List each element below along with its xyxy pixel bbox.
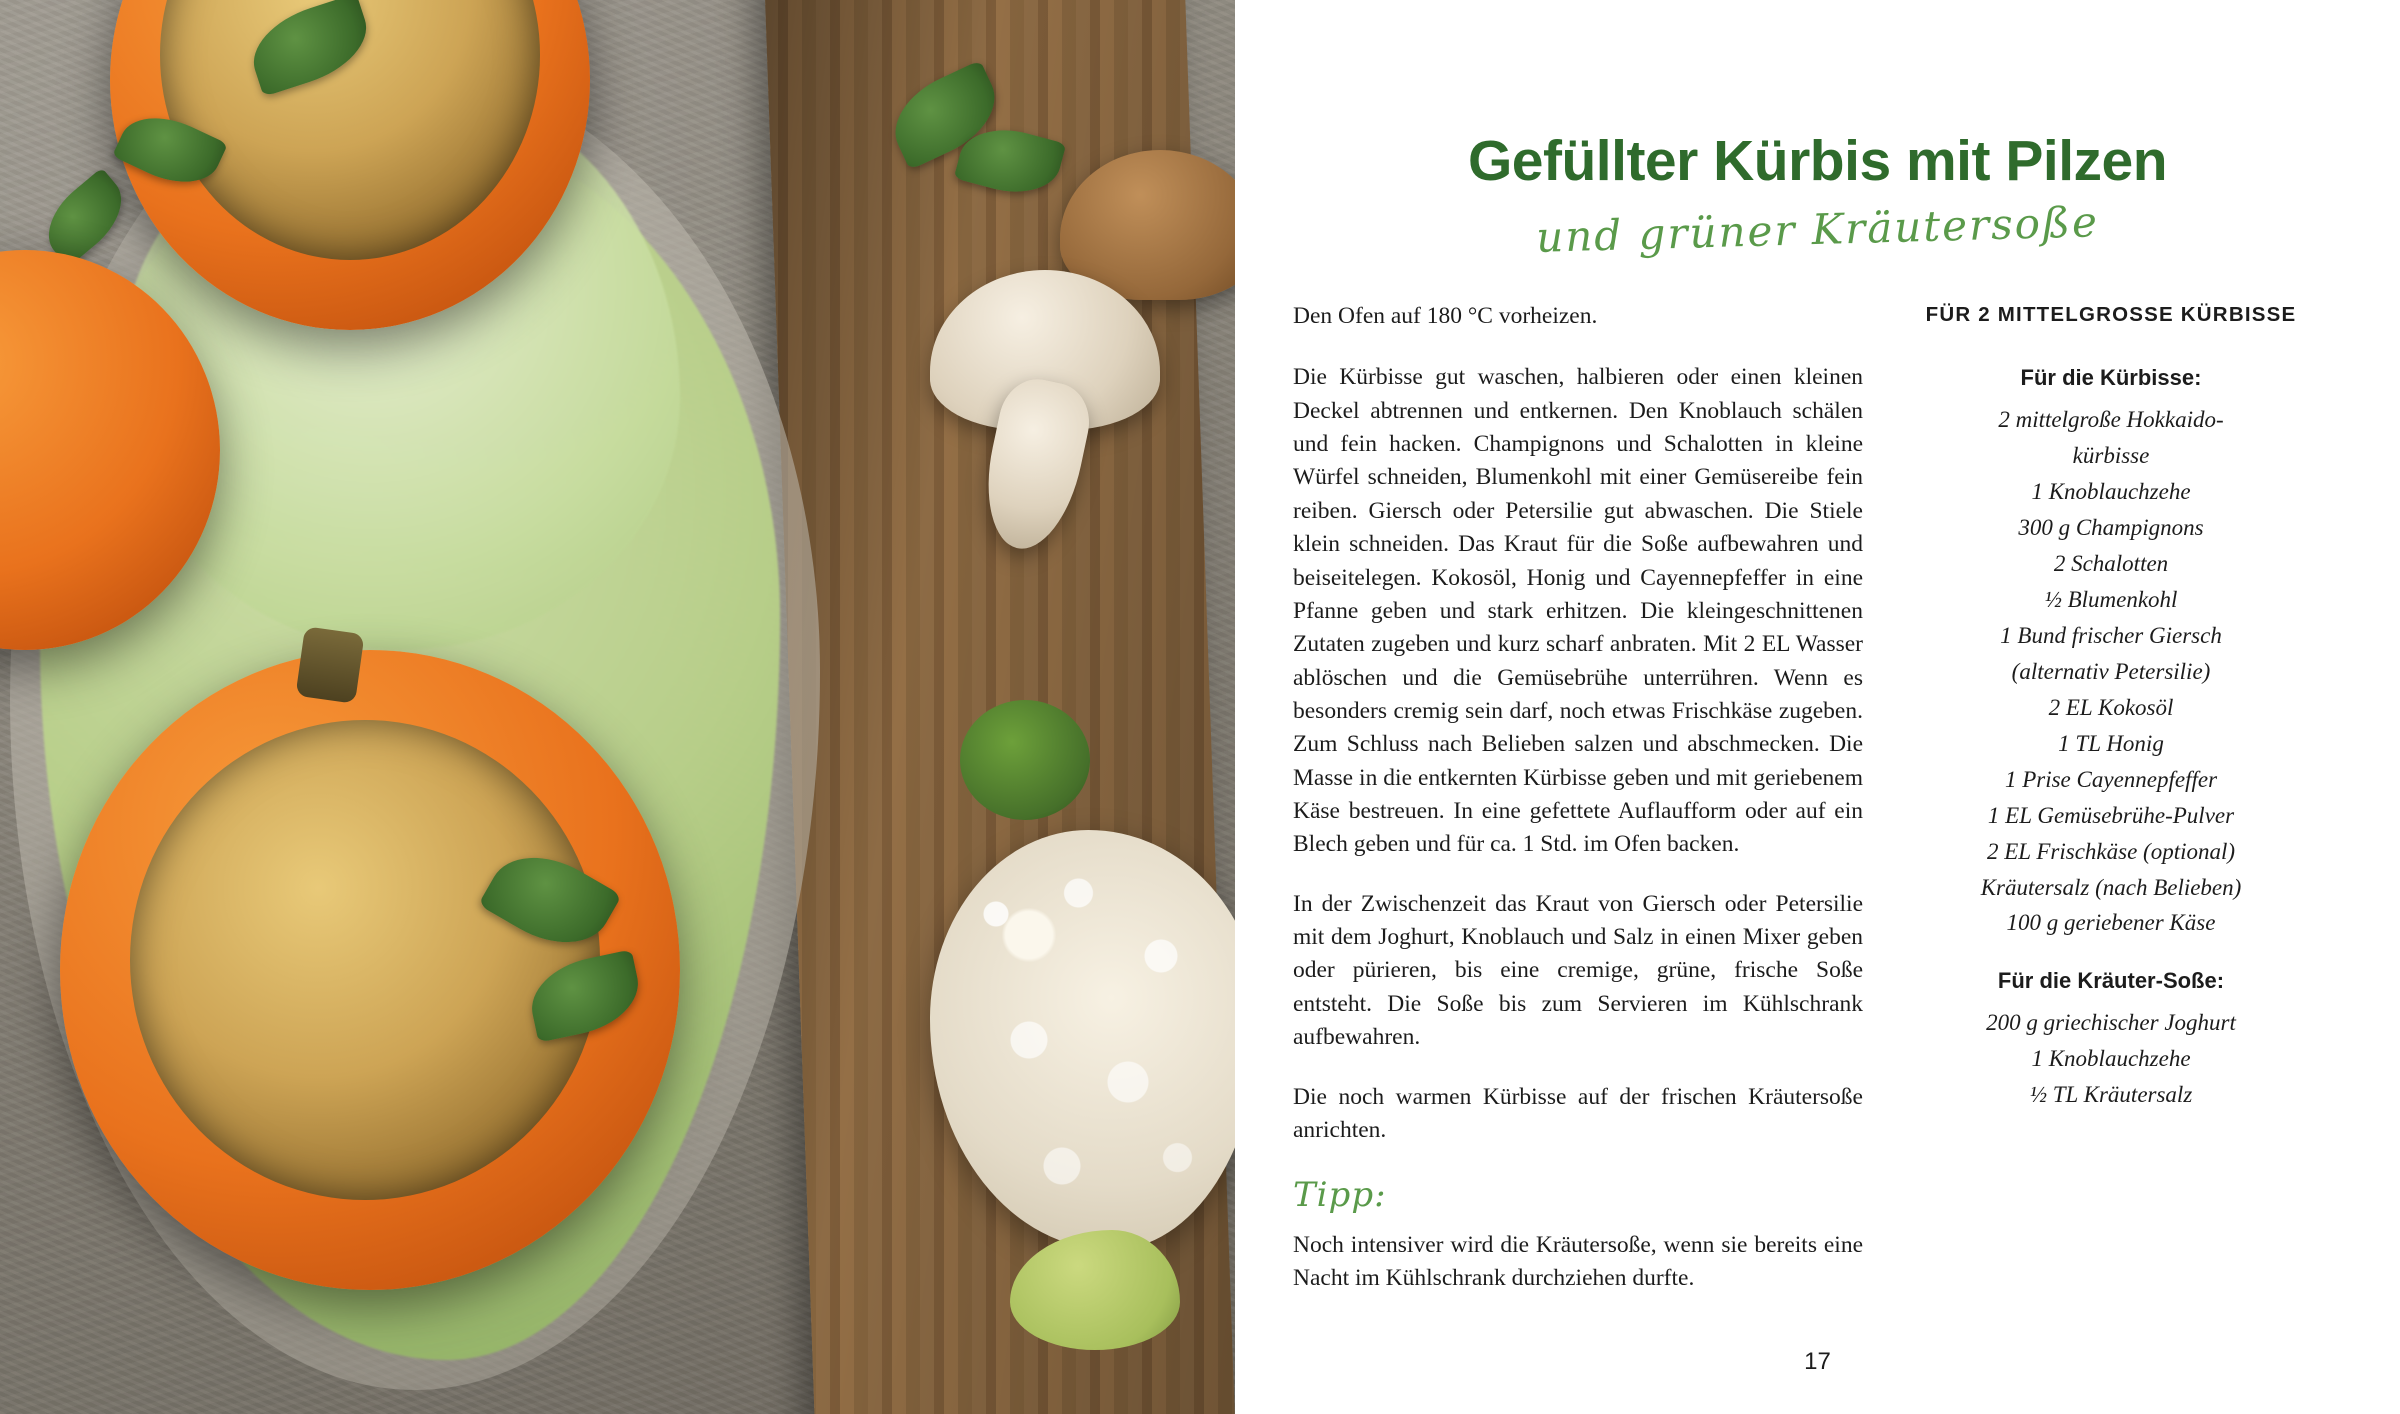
- ingredient-item: 2 EL Frischkäse (optional): [1986, 838, 2236, 864]
- ingredient-item: Kräutersalz (nach Belieben): [1980, 874, 2242, 900]
- ingredient-item: 1 TL Honig: [2058, 730, 2164, 756]
- ingredient-item: kürbisse: [2072, 443, 2150, 469]
- ingredient-item: (alternativ Petersilie): [2011, 658, 2211, 684]
- page-number: 17: [1804, 1348, 1831, 1375]
- step-paragraph: Die noch warmen Kürbisse auf der frischen Kräutersoße anrichten.: [1293, 1083, 1863, 1143]
- ingredient-list: [1911, 403, 2311, 941]
- step-paragraph: Den Ofen auf 180 °C vorheizen.: [1293, 303, 1598, 329]
- recipe-subtitle: und grüner Kräutersoße: [1535, 197, 2100, 262]
- ingredient-item: 1 Knoblauchzehe: [2031, 479, 2191, 505]
- ingredient-item: ½ Blumenkohl: [2044, 586, 2178, 612]
- ingredient-item: 1 Bund frischer Giersch: [2000, 622, 2222, 648]
- step-paragraph: Die Kürbisse gut waschen, halbieren oder einen kleinen Deckel abtrennen und entkernen. Den Knoblauch schälen und fein hacken. Champignons und Schalotten in kleine Würfel schneiden, Blumenkohl mit einer Gemüsereibe fein reiben. Giersch oder Petersilie gut abwaschen. Die Stiele klein schneiden. Das Kraut für die Soße aufbewahren und beiseitelegen. Kokosöl, Honig und Cayennepfeffer in eine Pfanne geben und stark erhitzen. Die kleingeschnittenen Zutaten zugeben und kurz scharf anbraten. Mit 2 EL Wasser ablöschen und die Gemüsebrühe unterrühren. Wenn es besonders cremig sein darf, noch etwas Frischkäse zugeben. Zum Schluss nach Belieben salzen und abschmecken. Die Masse in die entkernten Kürbisse geben und mit geriebenem Käse bestreuen. In eine gefettete Auflaufform oder auf ein Blech geben und für ca. 1 Std. im Ofen backen.: [1293, 364, 1863, 858]
- tip-block: [1293, 1175, 1863, 1296]
- recipe-title: Gefüllter Kürbis mit Pilzen: [1467, 129, 2168, 193]
- ingredient-item: 2 mittelgroße Hokkaido-: [1998, 407, 2224, 433]
- ingredient-item: 2 Schalotten: [2053, 550, 2169, 576]
- ingredient-item: 300 g Champignons: [2018, 514, 2204, 540]
- ingredient-item: 200 g griechischer Joghurt: [1986, 1010, 2236, 1036]
- recipe-text-page: [1235, 0, 2400, 1414]
- yield-label: FÜR 2 MITTELGROSSE KÜRBISSE: [1925, 303, 2297, 326]
- step-paragraph: In der Zwischenzeit das Kraut von Giersch oder Petersilie mit dem Joghurt, Knoblauch und Salz in einen Mixer geben oder pürieren, bis eine cremige, grüne, frische Soße entsteht. Die Soße bis zum Servieren im Kühlschrank aufbewahren.: [1293, 890, 1863, 1051]
- ingredient-list: [1911, 1006, 2311, 1113]
- ingredient-item: 1 Knoblauchzehe: [2031, 1046, 2191, 1072]
- tip-label: Tipp:: [1293, 1175, 1387, 1215]
- ingredient-group-heading: Für die Kürbisse:: [2020, 365, 2202, 391]
- pumpkin-stem: [295, 626, 364, 704]
- ingredient-group-heading: Für die Kräuter-Soße:: [1997, 968, 2225, 994]
- spacer: [1911, 942, 2311, 968]
- ingredient-item: 2 EL Kokosöl: [2048, 694, 2174, 720]
- tip-text: Noch intensiver wird die Kräutersoße, wenn sie bereits eine Nacht im Kühlschrank durchziehen durfte.: [1293, 1232, 1863, 1292]
- ingredients-column: [1911, 300, 2311, 1173]
- ingredient-item: 1 Prise Cayennepfeffer: [2004, 766, 2218, 792]
- pumpkin-filling-bottom: [130, 720, 600, 1200]
- preparation-steps: [1293, 300, 1863, 1173]
- ingredient-item: ½ TL Kräutersalz: [2029, 1082, 2193, 1108]
- green-herb-bunch: [960, 700, 1090, 820]
- ingredient-item: 100 g geriebener Käse: [2006, 910, 2216, 936]
- recipe-columns: [1235, 300, 2400, 1173]
- ingredient-item: 1 EL Gemüsebrühe-Pulver: [1987, 802, 2235, 828]
